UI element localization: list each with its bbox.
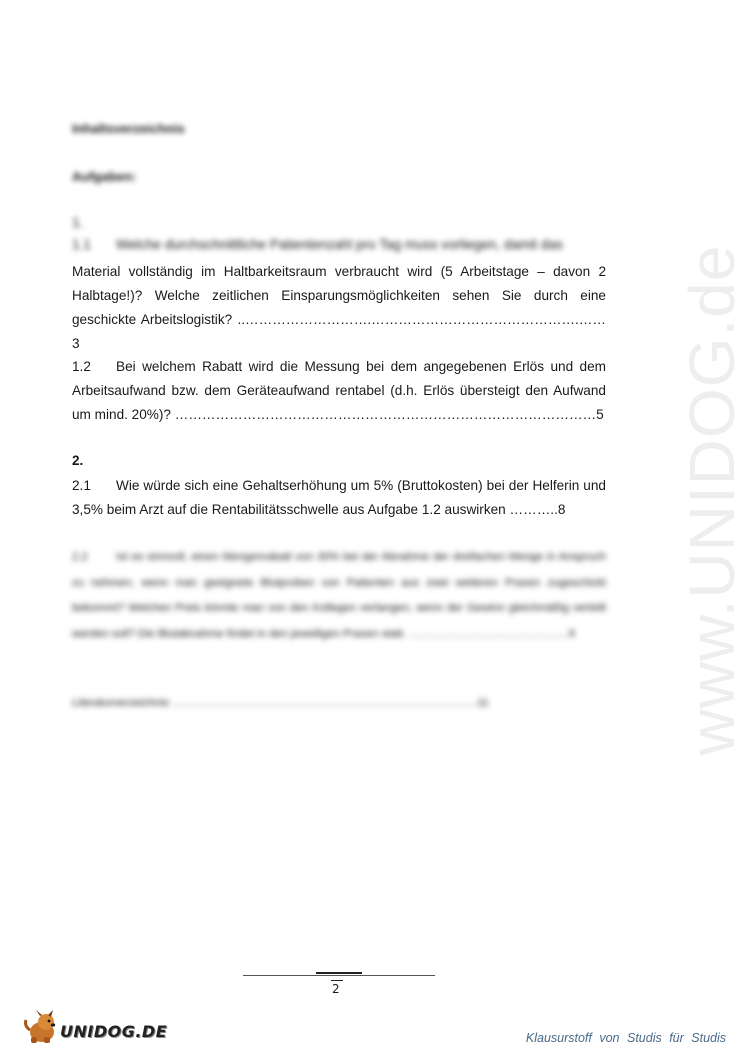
toc-item-2-2 [72,545,606,647]
footer-slogan: Klausurstoff von Studis für Studis [525,1031,726,1045]
tasks-heading: Aufgaben: [72,169,137,184]
toc-item-2-2-text: Ist es sinnvoll, einen Mengenrabatt von 30% bei der Abnahme der dreifachen Menge in Anspruch zu nehmen, wenn man geeignete Blutproben von Patienten aus zwei weiteren Praxen zugeschickt bekommt? Welchen Preis könnte man von den Kollegen verlangen, wenn der Gewinn gleichmäßig verteilt werden soll? Die Blutabnahme findet in den jeweiligen Praxen statt. …………………………………….9 [72,551,606,640]
toc-item-1-2-text: Bei welchem Rabatt wird die Messung bei dem angegebenen Erlös und dem Arbeitsaufwand bzw. dem Geräteaufwand rentabel (d.h. Erlös übersteigt den Aufwand um mind. 20%)? …………………………………………………………………………………5 [72,359,606,422]
footer-rule [243,975,435,976]
toc-item-1-1-first-line [72,233,606,257]
page-number: 2 [332,982,340,996]
toc-item-2-1-text: Wie würde sich eine Gehaltserhöhung um 5% (Bruttokosten) bei der Helferin und 3,5% beim Arzt auf die Rentabilitätsschwelle aus Aufgabe 1.2 auswirken ………..8 [72,478,606,517]
toc-item-2-2-number: 2.2 [72,551,88,563]
toc-item-2-1-number: 2.1 [72,478,91,493]
page-number-overline [331,980,343,981]
section-1-number: 1. [72,215,84,230]
toc-item-1-1-number: 1.1 [72,237,91,252]
watermark: www.UNIDOG.de [676,244,748,756]
toc-item-1-1-line1: Welche durchschnittliche Patientenzahl pro Tag muss vorliegen, damit das [116,237,563,252]
toc-item-2-1 [72,474,606,522]
logo-text: UNIDOG.DE [60,1022,168,1041]
toc-bibliography: Literaturverzeichnis ……………………………………………………………………….11 [72,697,489,709]
toc-item-1-2 [72,355,606,427]
toc-item-1-2-number: 1.2 [72,359,91,374]
toc-title: Inhaltsverzeichnis [72,121,185,136]
toc-item-1-1-text: Material vollständig im Haltbarkeitsraum verbraucht wird (5 Arbeitstage – davon 2 Halbtage!)? Welche zeitlichen Einsparungsmöglichkeiten sehen Sie durch eine geschickte Arbeitslogistik? ..……………………….……………………………………….……3 [72,264,606,351]
section-2-number: 2. [72,453,84,468]
footer-rule-accent [316,972,362,974]
